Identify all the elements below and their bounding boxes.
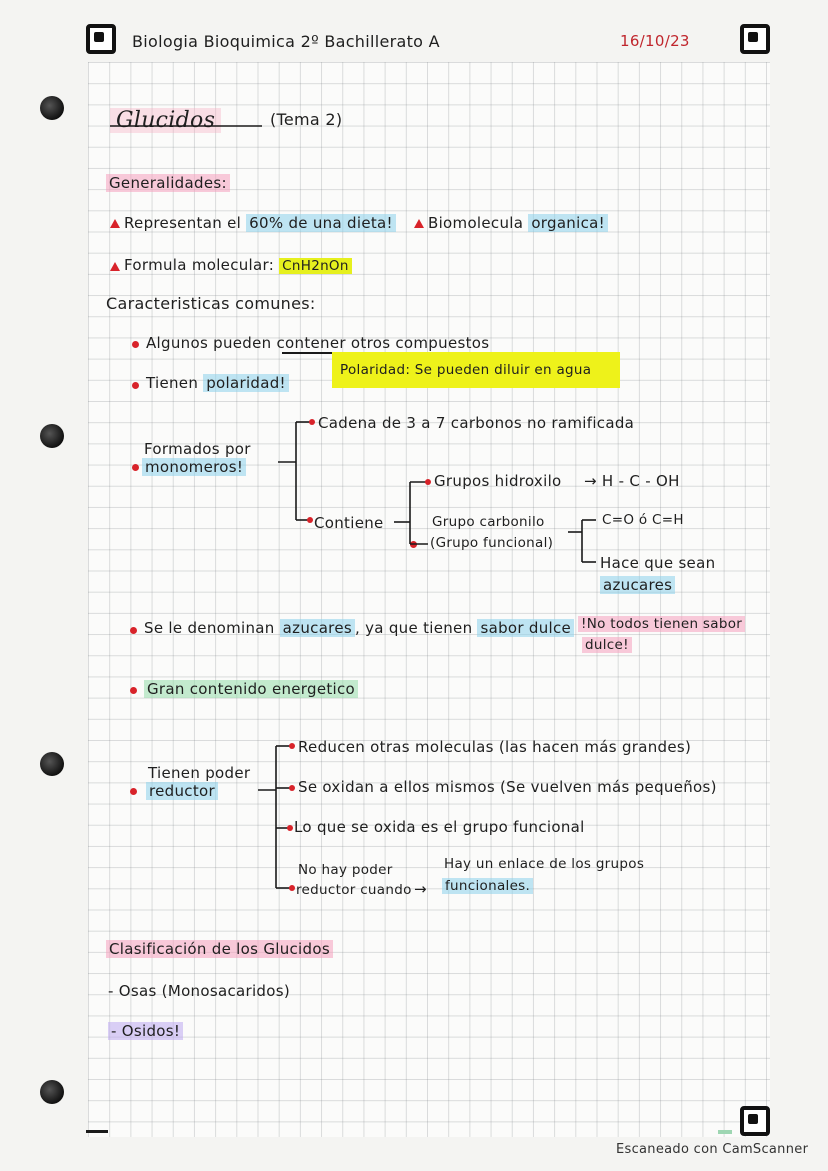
section-generalidades: Generalidades:: [106, 174, 230, 192]
reductor-item-3: Lo que se oxida es el grupo funcional: [294, 818, 585, 836]
azucares-text: Se le denominan: [144, 619, 280, 637]
bullet-dot-icon: [130, 627, 137, 634]
binder-hole: [40, 96, 64, 120]
item-polaridad: [146, 374, 289, 392]
bullet-formula: [124, 256, 352, 274]
bullet-biomolecula-highlight: organica!: [528, 214, 608, 232]
bullet-dot-icon: [132, 382, 139, 389]
page-title: Glucidos: [110, 108, 221, 133]
item-azucares: [144, 619, 574, 637]
polaridad-note: Polaridad: Se pueden diluir en agua: [340, 362, 592, 378]
page-tema: (Tema 2): [270, 110, 343, 129]
formula-value: CnH2nOn: [279, 258, 352, 274]
poder-label: [148, 764, 250, 782]
reductor-item-4-a: No hay poder: [298, 862, 393, 878]
section-caracteristicas: Caracteristicas comunes:: [106, 294, 316, 313]
section-clasificacion: Clasificación de los Glucidos: [106, 940, 333, 958]
reductor-arrow: →: [414, 880, 427, 898]
scanner-watermark: Escaneado con CamScanner: [616, 1142, 809, 1157]
grupos-hidroxilo: Grupos hidroxilo: [434, 472, 562, 490]
grupo-carbonilo: Grupo carbonilo: [432, 514, 545, 530]
item-compuestos: Algunos pueden contener otros compuestos: [146, 334, 490, 352]
enlace-funcionales: funcionales.: [442, 878, 533, 894]
azucares-mid: , ya que tienen: [354, 619, 478, 637]
reductor-item-4-b: reductor cuando: [296, 882, 412, 898]
poder-reductor: reductor: [146, 782, 218, 800]
header-subject: Biologia Bioquimica 2º Bachillerato A: [132, 32, 440, 51]
carbonilo-formula: C=O ó C=H: [602, 512, 684, 528]
binder-hole: [40, 1080, 64, 1104]
bullet-dieta-text: Representan el: [124, 214, 247, 232]
reductor-item-1: Reducen otras moleculas (las hacen más grandes): [298, 738, 692, 756]
item-osas: - Osas (Monosacaridos): [108, 982, 290, 1000]
hace-que-sean: Hace que sean: [600, 554, 716, 572]
cadena-carbonos: Cadena de 3 a 7 carbonos no ramificada: [318, 414, 635, 432]
bullet-dieta: [124, 214, 396, 232]
corner-marker-icon: [86, 24, 116, 54]
corner-dash: [86, 1130, 108, 1133]
azucares-highlight: azucares: [280, 619, 355, 637]
header-date: 16/10/23: [620, 32, 690, 50]
no-todos-dulce: dulce!: [582, 637, 632, 653]
formados-monomeros: monomeros!: [142, 458, 246, 476]
bullet-biomolecula-text: Biomolecula: [428, 214, 529, 232]
corner-marker-icon: [740, 1106, 770, 1136]
item-polaridad-text: Tienen: [146, 374, 204, 392]
green-mark: [718, 1130, 732, 1134]
no-todos-note: !No todos tienen sabor: [578, 616, 745, 632]
bullet-biomolecula: [428, 214, 608, 232]
bullet-dot-icon: [132, 341, 139, 348]
bullet-dot-icon: [130, 687, 137, 694]
hidroxilo-formula: → H - C - OH: [584, 472, 680, 490]
sabor-dulce-highlight: sabor dulce: [477, 619, 574, 637]
bullet-triangle-icon: [414, 219, 424, 228]
item-polaridad-highlight: polaridad!: [203, 374, 289, 392]
item-energetico: Gran contenido energetico: [144, 680, 358, 698]
bullet-dot-icon: [130, 788, 137, 795]
item-osidos: - Osidos!: [108, 1022, 183, 1040]
poder-text: Tienen poder: [148, 764, 251, 782]
bullet-triangle-icon: [110, 219, 120, 228]
hace-azucares: azucares: [600, 576, 675, 594]
formula-label: Formula molecular:: [124, 256, 280, 274]
bullet-dot-icon: [410, 541, 417, 548]
bullet-dieta-highlight: 60% de una dieta!: [246, 214, 396, 232]
binder-hole: [40, 752, 64, 776]
corner-marker-icon: [740, 24, 770, 54]
enlace-grupos: Hay un enlace de los grupos: [444, 856, 645, 872]
bullet-dot-icon: [132, 464, 139, 471]
formados-label: Formados por: [144, 440, 251, 458]
binder-hole: [40, 424, 64, 448]
reductor-item-2: Se oxidan a ellos mismos (Se vuelven más pequeños): [298, 778, 717, 796]
bullet-triangle-icon: [110, 262, 120, 271]
contiene-label: Contiene: [314, 514, 384, 532]
grupo-funcional: (Grupo funcional): [430, 535, 554, 551]
